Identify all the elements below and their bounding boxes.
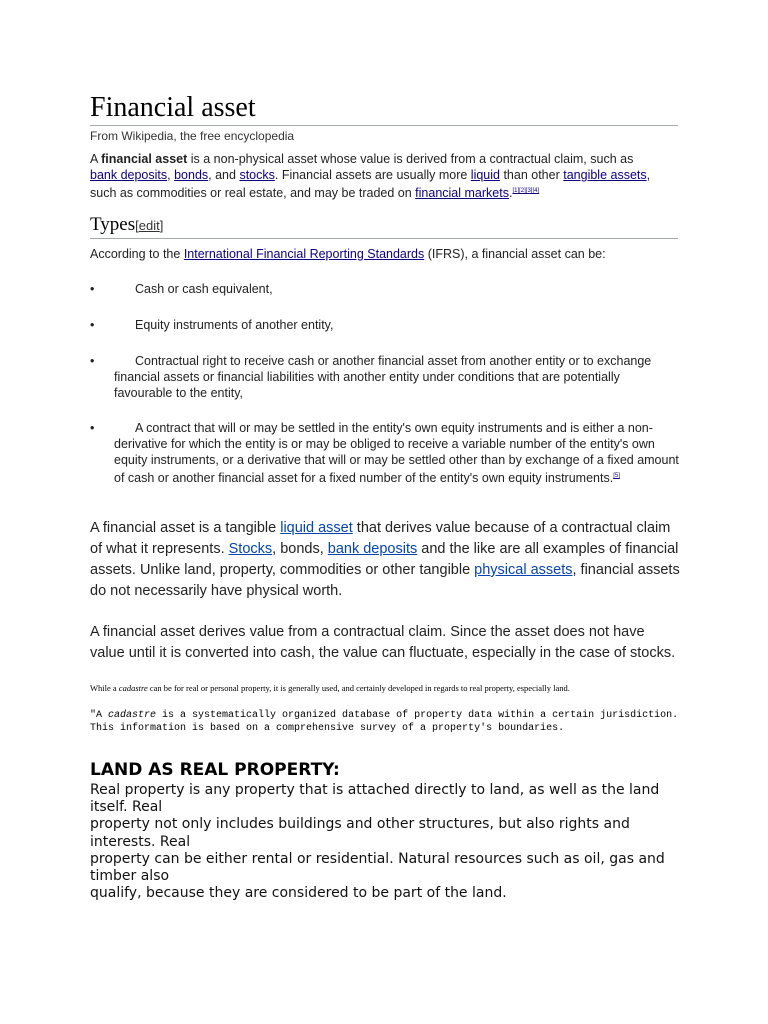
- intro-text: A: [90, 152, 102, 166]
- link-liquid-asset[interactable]: liquid asset: [280, 520, 353, 536]
- bullet-glyph: •: [90, 421, 95, 435]
- title-divider: [90, 125, 678, 126]
- quote-italic: cadastre: [108, 710, 157, 721]
- intro-text: .: [508, 186, 513, 201]
- link-ifrs[interactable]: International Financial Reporting Standards: [183, 247, 425, 261]
- value-paragraph: A financial asset derives value from a contractual claim. Since the asset does not have value until it is converted into cash, the value can fluctuate, especially in the case of stocks.: [90, 624, 676, 661]
- list-item-text: A contract that will or may be settled in the entity's own equity instruments and is either a non-derivative for which the entity is or may be obliged to receive a variable number of the entity's own equity instruments, or a derivative that will or may be settled other than by exchange of a fixed amount of cash or another financial asset for a fixed number of the entity's own equity instruments.[5]: [114, 421, 679, 486]
- link-bonds[interactable]: bonds: [174, 168, 209, 182]
- intro-text: is a non-physical asset whose value is derived from a contractual claim, such as: [187, 152, 634, 166]
- edit-section-link[interactable]: edit: [138, 218, 160, 233]
- reference-markers[interactable]: [1][2][3][4]: [512, 188, 540, 194]
- reference-marker[interactable]: [5]: [613, 473, 620, 479]
- intro-text: ,: [167, 168, 175, 182]
- land-heading: LAND AS REAL PROPERTY:: [90, 760, 340, 780]
- page-title: Financial asset: [90, 92, 256, 123]
- quote-line: "A cadastre is a systematically organized database of property data within a certain jurisdiction.: [90, 710, 679, 721]
- link-stocks-2[interactable]: Stocks: [228, 541, 273, 557]
- cadastre-quote: [90, 710, 690, 735]
- link-financial-markets[interactable]: financial markets: [415, 186, 509, 201]
- link-liquid[interactable]: liquid: [470, 168, 500, 182]
- land-body: [90, 782, 690, 902]
- link-stocks[interactable]: stocks: [239, 168, 275, 182]
- bullet-glyph: •: [90, 318, 95, 332]
- section-divider: [90, 238, 678, 239]
- land-line: qualify, because they are considered to be part of the land.: [90, 885, 507, 902]
- link-bank-deposits-2[interactable]: bank deposits: [327, 541, 418, 557]
- list-item-text: Cash or cash equivalent,: [135, 282, 273, 296]
- edit-bracket-open: [: [135, 218, 139, 233]
- bullet-glyph: •: [90, 282, 95, 296]
- intro-text: , such as commodities or real estate, and may be traded on: [90, 168, 651, 201]
- list-item-text: Equity instruments of another entity,: [135, 318, 334, 332]
- site-tagline: From Wikipedia, the free encyclopedia: [90, 129, 295, 143]
- intro-text: . Financial assets are usually more: [274, 168, 471, 182]
- bullet-glyph: •: [90, 354, 95, 368]
- list-item-text: Contractual right to receive cash or another financial asset from another entity or to exchange financial assets or financial liabilities with another entity under conditions that are potentially favourable to the entity,: [114, 354, 652, 400]
- para-text: , bonds,: [272, 541, 328, 557]
- cadastre-note: While a cadastre can be for real or personal property, it is generally used, and certainly developed in regards to real property, especially land.: [90, 683, 570, 693]
- intro-bold-term: financial asset: [101, 152, 188, 166]
- para-text: A financial asset is a tangible: [90, 520, 281, 536]
- intro-paragraph: [90, 151, 660, 201]
- link-tangible-assets[interactable]: tangible assets: [563, 168, 647, 182]
- para-text: and the like are all examples of financial assets. Unlike land, property, commodities or other tangible: [90, 541, 679, 578]
- link-bank-deposits[interactable]: bank deposits: [90, 168, 168, 182]
- land-line: Real property is any property that is attached directly to land, as well as the land itself. Real: [90, 782, 660, 816]
- tangible-paragraph: [90, 518, 680, 602]
- types-intro-post: (IFRS), a financial asset can be:: [424, 247, 606, 261]
- land-line: property not only includes buildings and other structures, but also rights and interests. Real: [90, 816, 630, 850]
- types-intro-text: [90, 247, 606, 261]
- intro-text: than other: [499, 168, 564, 182]
- link-physical-assets[interactable]: physical assets: [474, 562, 573, 578]
- types-intro-pre: According to the: [90, 247, 184, 261]
- para-text: that derives value because of a contractual claim of what it represents.: [90, 520, 671, 557]
- quote-line: This information is based on a comprehensive survey of a property's boundaries.: [90, 722, 565, 734]
- intro-text: , and: [208, 168, 240, 182]
- para-text: , financial assets do not necessarily have physical worth.: [90, 562, 680, 599]
- section-heading-types: [90, 214, 163, 236]
- land-line: property can be either rental or residential. Natural resources such as oil, gas and timber also: [90, 850, 665, 885]
- cadastre-italic: cadastre: [118, 683, 148, 693]
- section-heading-text: Types: [90, 214, 136, 235]
- edit-bracket-close: ]: [159, 218, 164, 233]
